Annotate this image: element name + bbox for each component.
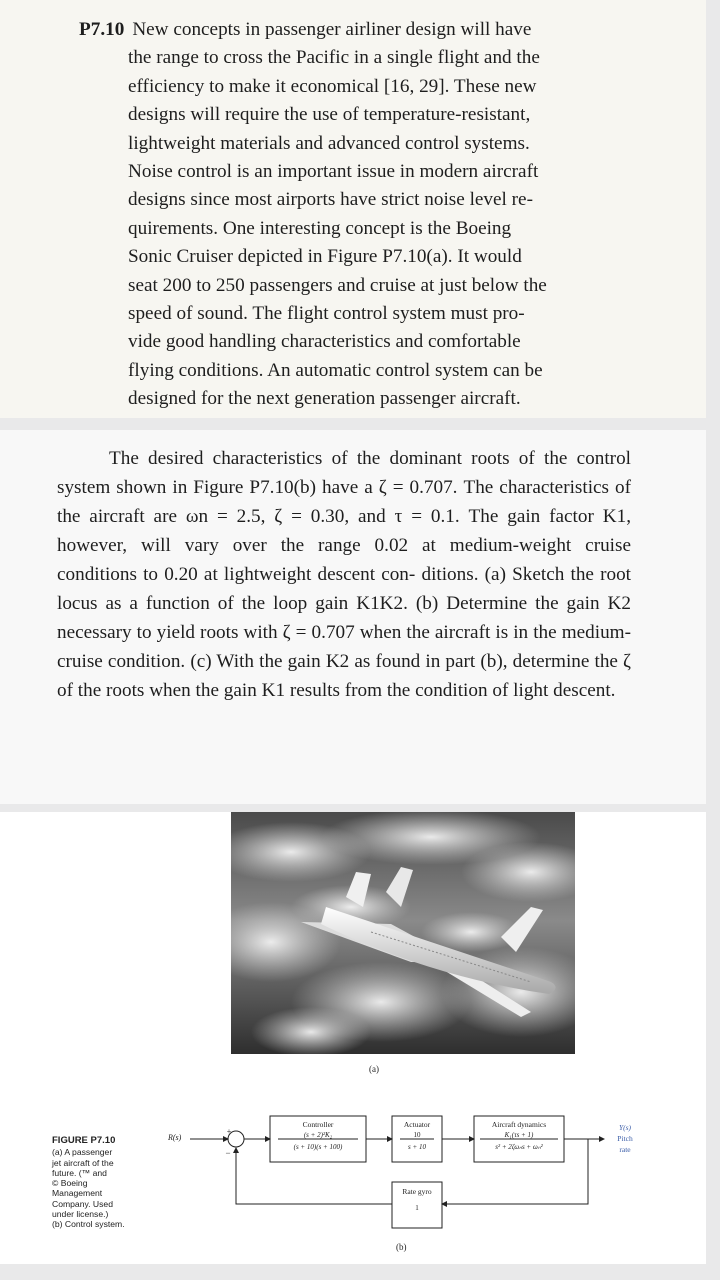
requirements-panel [0,430,706,804]
controller-denominator: (s + 10)(s + 100) [293,1143,343,1151]
problem-number: P7.10 [79,19,125,40]
problem-line-13: designed for the next generation passenger aircraft. [128,388,521,410]
caption-title: FIGURE P7.10 [52,1135,116,1146]
figure-label-a: (a) [369,1064,379,1074]
problem-line-3: designs will require the use of temperature-resistant, [128,104,531,126]
problem-line-11: vide good handling characteristics and comfortable [128,331,521,353]
aircraft-numerator: K₁(τs + 1) [504,1131,534,1139]
problem-line-6: designs since most airports have strict noise level re- [128,189,533,211]
para-line-2: a ζ = 0.707. The characteristics of the aircraft are [57,477,632,527]
rate-gyro-gain: 1 [415,1204,419,1212]
caption-line-1: jet aircraft of the [52,1157,114,1168]
output-label: Y(s) [618,1123,632,1132]
problem-line-9: seat 200 to 250 passengers and cruise at just below the [128,274,547,296]
aircraft-denominator: s² + 2ζωₙs + ωₙ² [495,1143,543,1151]
para-line-11: K1 results from the condition of light descent. [261,680,616,701]
figure-caption [52,1136,152,1230]
output-desc-rate: rate [619,1145,631,1154]
problem-line-0: P7.10 New concepts in passenger airliner design will have [79,19,532,40]
aircraft-title: Aircraft dynamics [491,1120,547,1129]
problem-line-2: efficiency to make it economical [16, 29]. These new [128,75,537,97]
problem-line-12: flying conditions. An automatic control system can be [128,359,543,381]
sum-minus-sign: − [225,1148,231,1158]
controller-numerator: (s + 2)²K₂ [303,1131,333,1139]
para-line-8: to yield roots with ζ = 0.707 when the aircraft is in the [136,622,557,643]
caption-line-0: (a) A passenger [52,1147,113,1158]
problem-line-7: quirements. One interesting concept is the Boeing [128,217,512,239]
para-line-4: however, will vary over the range 0.02 at medium-weight [57,535,572,556]
actuator-denominator: s + 10 [408,1143,426,1151]
caption-line-4: Management [52,1188,103,1199]
requirements-text [57,444,631,705]
feedback-to-sum-arrow [236,1148,392,1204]
problem-line-10: speed of sound. The flight control system must pro- [128,303,525,325]
figure-panel [0,812,706,1264]
rate-gyro-title: Rate gyro [402,1187,432,1196]
para-line-1: of the control system shown in Figure P7.10(b) have [57,448,631,498]
caption-line-3: © Boeing [52,1178,88,1189]
para-line-0: The desired characteristics of the dominant roots [109,448,510,469]
controller-title: Controller [302,1120,334,1129]
control-block-diagram [160,1096,660,1256]
actuator-numerator: 10 [413,1131,421,1139]
caption-line-5: Company. Used [52,1198,113,1209]
sum-plus-sign: + [226,1127,232,1136]
problem-line-4: lightweight materials and advanced control systems. [128,132,530,154]
problem-text [79,16,677,414]
para-line-5: cruise conditions to 0.20 at lightweight descent con- [57,535,631,585]
caption-line-2: future. (™ and [52,1167,107,1178]
para-line-7: loop gain K1K2. (b) Determine the gain K2 necessary [57,593,632,643]
problem-line-1: the range to cross the Pacific in a single flight and the [128,47,540,69]
aircraft-photo [231,812,575,1054]
input-label: R(s) [168,1133,182,1142]
para-line-10: in part (b), determine the ζ of the roots when the gain [57,651,632,701]
para-line-3: ωn = 2.5, ζ = 0.30, and τ = 0.1. The gain factor K1, [185,506,631,527]
para-line-6: ditions. (a) Sketch the root locus as a function of the [57,564,632,614]
problem-line-5: Noise control is an important issue in modern aircraft [128,161,539,183]
para-line-9: medium-cruise condition. (c) With the gain K2 as found [57,622,631,672]
caption-line-7: (b) Control system. [52,1219,125,1230]
problem-panel [0,0,706,418]
actuator-title: Actuator [403,1120,431,1129]
problem-line-8: Sonic Cruiser depicted in Figure P7.10(a). It would [128,246,522,268]
caption-line-6: under license.) [52,1209,109,1220]
output-desc-pitch: Pitch [617,1134,633,1143]
figure-label-b: (b) [396,1242,407,1252]
